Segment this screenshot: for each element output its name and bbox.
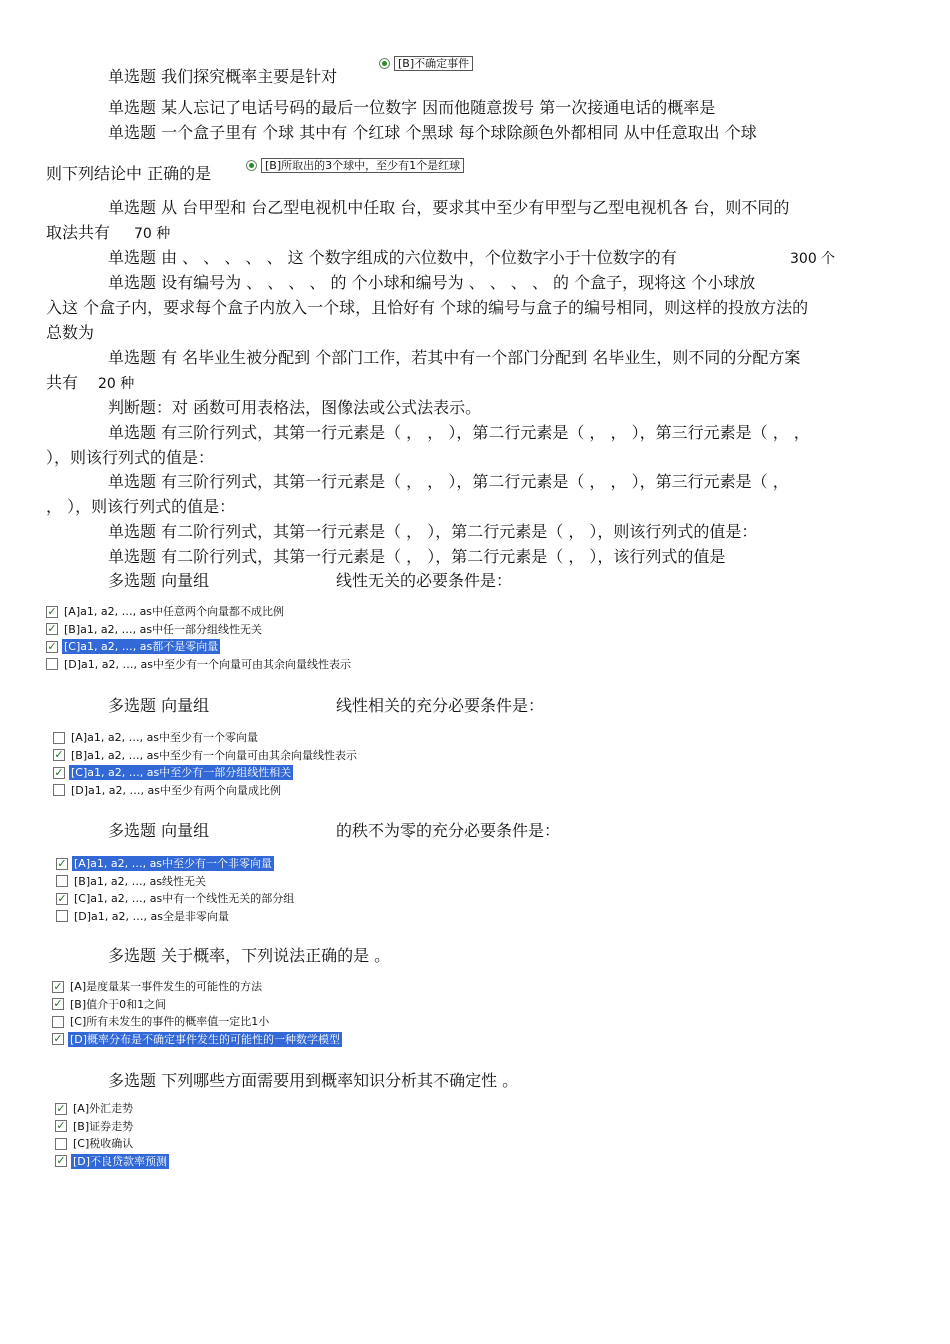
question-1-text: 单选题 我们探究概率主要是针对 [108,67,338,86]
checkbox-checked-icon[interactable]: ✓ [53,1032,63,1046]
question-17-text: 多选题 下列哪些方面需要用到概率知识分析其不确定性 。 [108,1071,519,1090]
question-3-answer[interactable] [246,158,464,173]
option-label: [B]值介于0和1之间 [70,997,167,1011]
radio-selected-icon [379,58,390,69]
question-5-answer: 300 个 [790,251,836,267]
option-label: [B]a1, a2, …, as线性无关 [74,874,207,888]
option-a[interactable] [46,603,353,621]
option-a[interactable] [55,1100,169,1118]
option-label: [C]a1, a2, …, as中有一个线性无关的部分组 [74,892,295,906]
question-6-line1: 单选题 设有编号为 、 、 、 、 的 个小球和编号为 、 、 、 、 的 个盒子，现将这 个小球放 [108,273,756,292]
option-label: [C]所有未发生的事件的概率值一定比1小 [70,1015,270,1029]
checkbox-unchecked-icon[interactable] [53,732,65,744]
question-3-line2: 则下列结论中 正确的是 [46,164,212,183]
question-11-text: 单选题 有二阶行列式，其第一行元素是（ ， ），第二行元素是（ ， ），则该行列式的值是： [108,522,758,541]
checkbox-unchecked-icon[interactable] [55,1138,67,1150]
question-16-text: 多选题 关于概率，下列说法正确的是 。 [108,946,391,965]
question-4-answer: 70 种 [134,226,171,242]
checkbox-unchecked-icon[interactable] [53,784,65,796]
question-14-options [53,729,359,799]
option-c[interactable] [53,764,359,782]
answer-label: [B]不确定事件 [394,56,473,71]
option-d[interactable] [56,908,296,926]
question-9-line2: ），则该行列式的值是： [46,448,215,467]
checkbox-checked-icon[interactable]: ✓ [53,997,63,1011]
question-7-line1: 单选题 有 名毕业生被分配到 个部门工作，若其中有一个部门分配到 名毕业生，则不同的分配方案 [108,348,801,367]
checkbox-unchecked-icon[interactable] [46,658,58,670]
question-7-line2: 共有 [46,373,79,392]
question-8-text: 判断题：对 函数可用表格法，图像法或公式法表示。 [108,398,482,417]
option-label: [D]概率分布是不确定事件发生的可能性的一种数学模型 [70,1032,341,1046]
question-4-line2: 取法共有 [46,223,111,242]
question-3-line1: 单选题 一个盒子里有 个球 其中有 个红球 个黑球 每个球除颜色外都相同 从中任意取出 个球 [108,123,757,142]
option-label: [A]a1, a2, …, as中至少有一个零向量 [71,731,259,745]
option-label: [B]a1, a2, …, as中至少有一个向量可由其余向量线性表示 [71,748,358,762]
option-c[interactable] [55,1135,169,1153]
option-d[interactable] [55,1153,169,1171]
question-5-line1: 单选题 由 、 、 、 、 、 这 个数字组成的六位数中，个位数字小于十位数字的有 [108,248,677,267]
option-label: [A]a1, a2, …, as中任意两个向量都不成比例 [64,605,285,619]
option-label: [D]a1, a2, …, as全是非零向量 [74,909,229,923]
question-12-text: 单选题 有二阶行列式，其第一行元素是（ ， ），第二行元素是（ ， ），该行列式的值是 [108,547,726,566]
option-a[interactable] [53,729,359,747]
question-4-line1: 单选题 从 台甲型和 台乙型电视机中任取 台，要求其中至少有甲型与乙型电视机各 台，则不同的 [108,198,790,217]
question-16-options [52,978,342,1048]
checkbox-unchecked-icon[interactable] [56,910,68,922]
question-13-text-right: 线性无关的必要条件是： [336,571,513,590]
option-d[interactable] [53,782,359,800]
question-15-text-right: 的秩不为零的充分必要条件是： [336,821,561,840]
checkbox-checked-icon[interactable]: ✓ [54,765,64,779]
question-13-text: 多选题 向量组 [108,571,210,590]
option-b[interactable] [52,996,342,1014]
option-label: [A]a1, a2, …, as中至少有一个非零向量 [74,857,273,871]
option-label: [B]a1, a2, …, as中任一部分组线性无关 [64,622,263,636]
checkbox-checked-icon[interactable]: ✓ [56,1101,66,1115]
option-d[interactable] [52,1031,342,1049]
question-17-options [55,1100,169,1170]
question-13-options [46,603,353,673]
option-a[interactable] [56,855,296,873]
option-label: [D]不良贷款率预测 [73,1154,168,1168]
checkbox-checked-icon[interactable]: ✓ [56,1154,66,1168]
checkbox-checked-icon[interactable]: ✓ [56,1119,66,1133]
option-label: [B]证券走势 [73,1119,134,1133]
option-c[interactable] [52,1013,342,1031]
question-10-line1: 单选题 有三阶行列式，其第一行元素是（ ， ， ），第二行元素是（ ， ， ），第三行元素是（ ， [108,472,789,491]
option-label: [D]a1, a2, …, as中至少有两个向量成比例 [71,783,281,797]
option-b[interactable] [46,621,353,639]
question-1-answer[interactable] [379,56,473,71]
option-a[interactable] [52,978,342,996]
question-15-options [56,855,296,925]
radio-selected-icon [246,160,257,171]
checkbox-checked-icon[interactable]: ✓ [47,639,57,653]
option-d[interactable] [46,656,353,674]
checkbox-checked-icon[interactable]: ✓ [47,622,57,636]
option-label: [C]a1, a2, …, as中至少有一部分组线性相关 [71,766,292,780]
question-6-line2: 入这 个盒子内，要求每个盒子内放入一个球，且恰好有 个球的编号与盒子的编号相同，则这样的投放方法的 [46,298,809,317]
checkbox-checked-icon[interactable]: ✓ [47,604,57,618]
question-15-text: 多选题 向量组 [108,821,210,840]
question-14-text: 多选题 向量组 [108,696,210,715]
option-c[interactable] [46,638,353,656]
checkbox-checked-icon[interactable]: ✓ [53,979,63,993]
question-7-answer: 20 种 [98,376,135,392]
question-10-line2: ， ），则该行列式的值是： [46,497,236,516]
question-9-line1: 单选题 有三阶行列式，其第一行元素是（ ， ， ），第二行元素是（ ， ， ），第三行元素是（ ， ， [108,423,810,442]
checkbox-unchecked-icon[interactable] [56,875,68,887]
question-2-text: 单选题 某人忘记了电话号码的最后一位数字 因而他随意拨号 第一次接通电话的概率是 [108,98,716,117]
question-6-line3: 总数为 [46,323,95,342]
option-label: [D]a1, a2, …, as中至少有一个向量可由其余向量线性表示 [64,657,351,671]
option-b[interactable] [56,873,296,891]
checkbox-checked-icon[interactable]: ✓ [57,856,67,870]
checkbox-checked-icon[interactable]: ✓ [57,891,67,905]
question-14-text-right: 线性相关的充分必要条件是： [336,696,545,715]
option-c[interactable] [56,890,296,908]
option-label: [C]a1, a2, …, as都不是零向量 [64,640,219,654]
checkbox-unchecked-icon[interactable] [52,1016,64,1028]
option-label: [A]外汇走势 [73,1102,134,1116]
option-label: [A]是度量某一事件发生的可能性的方法 [70,980,263,994]
checkbox-checked-icon[interactable]: ✓ [54,748,64,762]
answer-label: [B]所取出的3个球中，至少有1个是红球 [261,158,464,173]
option-b[interactable] [55,1118,169,1136]
option-b[interactable] [53,747,359,765]
option-label: [C]税收确认 [73,1137,134,1151]
